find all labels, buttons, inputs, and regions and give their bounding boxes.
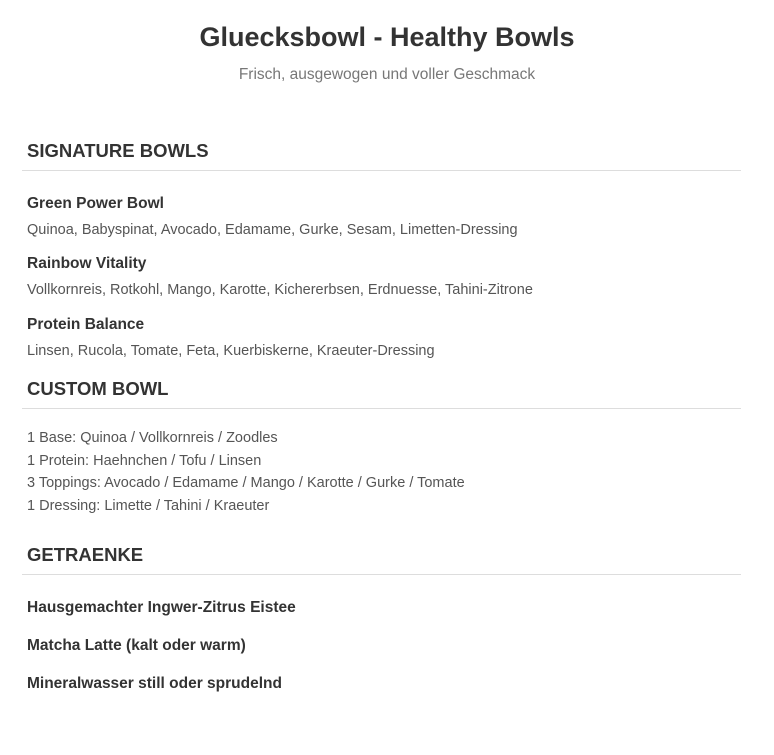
bowl-name: Protein Balance bbox=[27, 316, 145, 333]
bowl-name: Green Power Bowl bbox=[27, 195, 164, 212]
bowl-name: Rainbow Vitality bbox=[27, 255, 147, 272]
custom-bowl-line: 1 Protein: Haehnchen / Tofu / Linsen bbox=[27, 453, 262, 469]
bowl-description: Quinoa, Babyspinat, Avocado, Edamame, Gurke, Sesam, Limetten-Dressing bbox=[27, 222, 518, 238]
section-divider bbox=[22, 574, 741, 575]
page-title: Gluecksbowl - Healthy Bowls bbox=[199, 22, 575, 52]
custom-bowl-line: 1 Dressing: Limette / Tahini / Kraeuter bbox=[27, 498, 270, 514]
section-divider bbox=[22, 408, 741, 409]
drink-item: Mineralwasser still oder sprudelnd bbox=[27, 675, 282, 692]
custom-bowl-line: 3 Toppings: Avocado / Edamame / Mango / Karotte / Gurke / Tomate bbox=[27, 475, 465, 491]
bowl-description: Vollkornreis, Rotkohl, Mango, Karotte, Kichererbsen, Erdnuesse, Tahini-Zitrone bbox=[27, 282, 533, 298]
section-heading-signature: SIGNATURE BOWLS bbox=[27, 140, 209, 161]
section-heading-custom: CUSTOM BOWL bbox=[27, 378, 169, 399]
drink-item: Matcha Latte (kalt oder warm) bbox=[27, 637, 246, 654]
section-heading-drinks: GETRAENKE bbox=[27, 544, 144, 565]
section-divider bbox=[22, 170, 741, 171]
bowl-description: Linsen, Rucola, Tomate, Feta, Kuerbiskerne, Kraeuter-Dressing bbox=[27, 343, 435, 359]
page-subtitle: Frisch, ausgewogen und voller Geschmack bbox=[238, 66, 536, 83]
custom-bowl-line: 1 Base: Quinoa / Vollkornreis / Zoodles bbox=[27, 430, 278, 446]
drink-item: Hausgemachter Ingwer-Zitrus Eistee bbox=[27, 599, 296, 616]
